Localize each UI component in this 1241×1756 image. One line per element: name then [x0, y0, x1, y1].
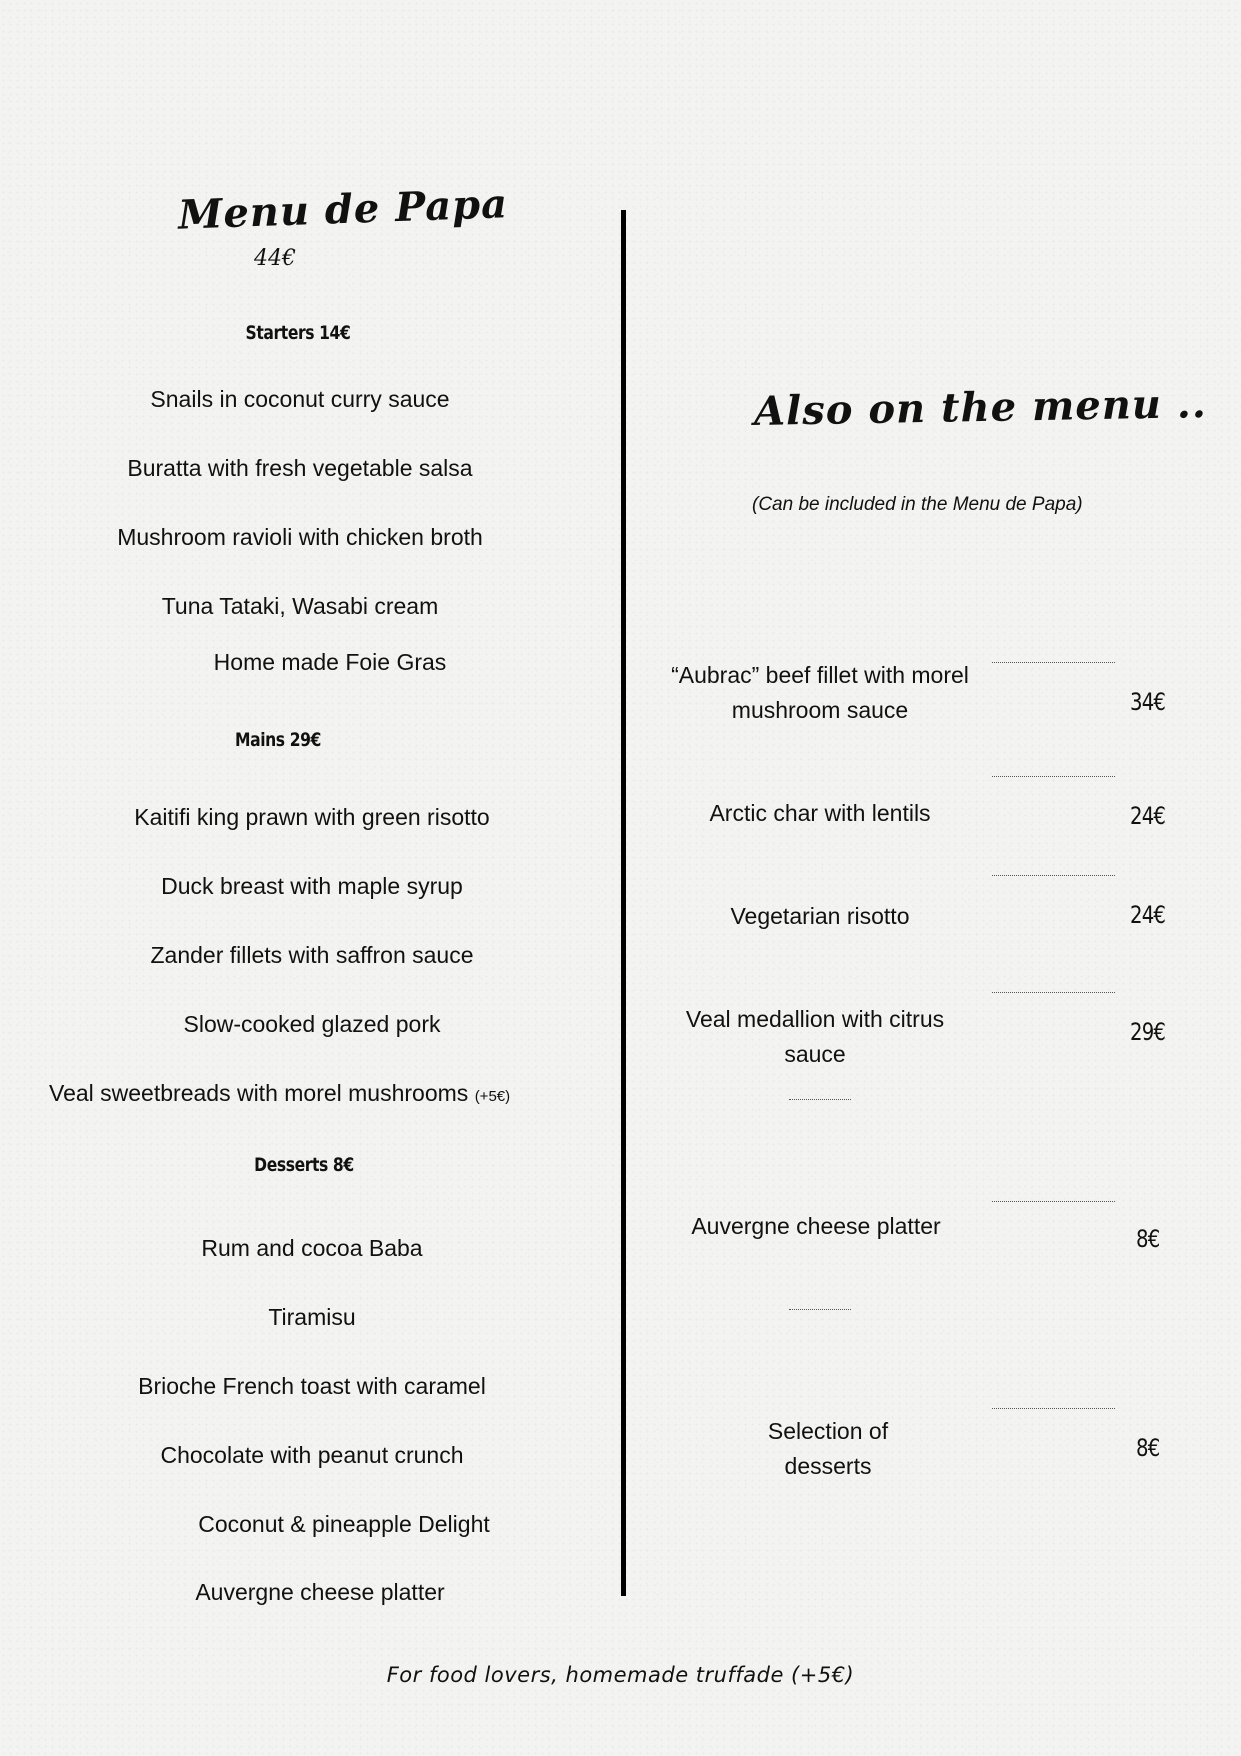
menu-note: (Can be included in the Menu de Papa)	[752, 494, 1083, 515]
starters-heading: Starters 14€	[245, 322, 351, 344]
dessert-item: Rum and cocoa Baba	[201, 1235, 423, 1261]
dotted-leader	[789, 1099, 851, 1100]
dotted-leader	[992, 776, 1115, 777]
main-item: Kaitifi king prawn with green risotto	[134, 804, 490, 830]
extra-item-name: “Aubrac” beef fillet with morel mushroom sauce	[671, 662, 969, 723]
footer-note: For food lovers, homemade truffade (+5€)	[386, 1663, 855, 1687]
dessert-item: Chocolate with peanut crunch	[160, 1442, 464, 1468]
extra-item-name: Auvergne cheese platter	[691, 1213, 941, 1239]
dotted-leader	[992, 1408, 1115, 1409]
extra-item-price: 8€	[1136, 1434, 1160, 1462]
extra-item-price: 29€	[1130, 1018, 1166, 1046]
extra-item-name: Vegetarian risotto	[730, 903, 910, 929]
extra-item-name: Arctic char with lentils	[709, 800, 931, 826]
also-on-menu-title: Also on the menu ..	[753, 380, 1208, 435]
extra-item-price: 24€	[1130, 802, 1166, 830]
extra-item-price: 24€	[1130, 901, 1166, 929]
mains-heading: Mains 29€	[235, 729, 321, 751]
desserts-heading: Desserts 8€	[254, 1154, 354, 1176]
starter-item: Home made Foie Gras	[213, 649, 447, 675]
main-item	[49, 1080, 510, 1107]
dotted-leader	[992, 662, 1115, 663]
extra-item-price: 34€	[1130, 688, 1166, 716]
dessert-item: Brioche French toast with caramel	[138, 1373, 486, 1399]
dotted-leader	[992, 875, 1115, 876]
vertical-divider	[621, 210, 626, 1596]
dotted-leader	[992, 992, 1115, 993]
dotted-leader	[992, 1201, 1115, 1202]
main-item-label: Veal sweetbreads with morel mushrooms	[49, 1080, 469, 1106]
starter-item: Snails in coconut curry sauce	[150, 386, 450, 412]
menu-de-papa-title: Menu de Papa	[177, 180, 509, 239]
menu-price: 44€	[254, 246, 296, 271]
starter-item: Mushroom ravioli with chicken broth	[117, 524, 483, 550]
dessert-item: Auvergne cheese platter	[195, 1579, 445, 1605]
dessert-item: Coconut & pineapple Delight	[198, 1511, 490, 1537]
supplement-badge: (+5€)	[474, 1088, 511, 1105]
dotted-leader	[789, 1309, 851, 1310]
starter-item: Tuna Tataki, Wasabi cream	[161, 593, 439, 619]
dessert-item: Tiramisu	[268, 1304, 356, 1330]
main-item: Zander fillets with saffron sauce	[150, 942, 474, 968]
extra-item-price: 8€	[1136, 1225, 1160, 1253]
extra-item-name: Veal medallion with citrus sauce	[685, 1006, 945, 1067]
main-item: Slow-cooked glazed pork	[183, 1011, 441, 1037]
starter-item: Buratta with fresh vegetable salsa	[127, 455, 473, 481]
extra-item-name: Selection of desserts	[767, 1418, 889, 1479]
main-item: Duck breast with maple syrup	[161, 873, 463, 899]
